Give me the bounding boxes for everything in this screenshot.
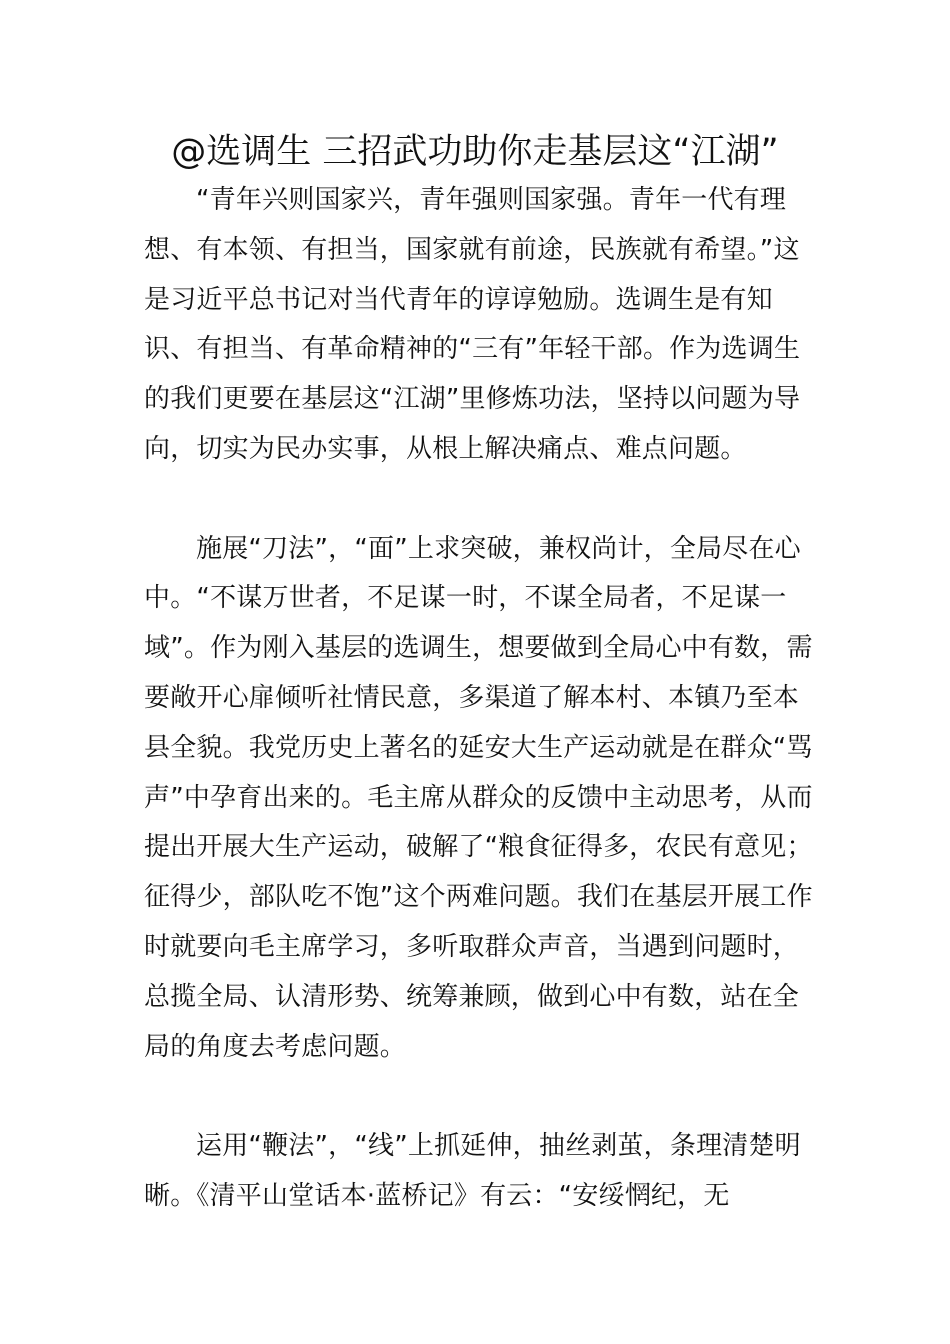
paragraph-gap <box>144 1072 814 1122</box>
document-body <box>144 176 814 1222</box>
paragraph-gap <box>144 475 814 525</box>
document-title: @选调生 三招武功助你走基层这“江湖” <box>171 132 779 172</box>
paragraph-whip-method: 运用“鞭法”，“线”上抓延伸，抽丝剥茧，条理清楚明晰。《清平山堂话本·蓝桥记》有云：“安绥惘纪，无 <box>144 1131 801 1211</box>
paragraph-knife-method: 施展“刀法”，“面”上求突破，兼权尚计，全局尽在心中。“不谋万世者，不足谋一时，不谋全局者，不足谋一域”。作为刚入基层的选调生，想要做到全局心中有数，需要敞开心扉倾听社情民意，多渠道了解本村、本镇乃至本县全貌。我党历史上著名的延安大生产运动就是在群众“骂声”中孕育出来的。毛主席从群众的反馈中主动思考，从而提出开展大生产运动，破解了“粮食征得多，农民有意见；征得少，部队吃不饱”这个两难问题。我们在基层开展工作时就要向毛主席学习，多听取群众声音，当遇到问题时，总揽全局、认清形势、统筹兼顾，做到心中有数，站在全局的角度去考虑问题。 <box>144 533 813 1062</box>
paragraph-intro: “青年兴则国家兴，青年强则国家强。青年一代有理想、有本领、有担当，国家就有前途，民族就有希望。”这是习近平总书记对当代青年的谆谆勉励。选调生是有知识、有担当、有革命精神的“三有”年轻干部。作为选调生的我们更要在基层这“江湖”里修炼功法，坚持以问题为导向，切实为民办实事，从根上解决痛点、难点问题。 <box>144 185 801 464</box>
